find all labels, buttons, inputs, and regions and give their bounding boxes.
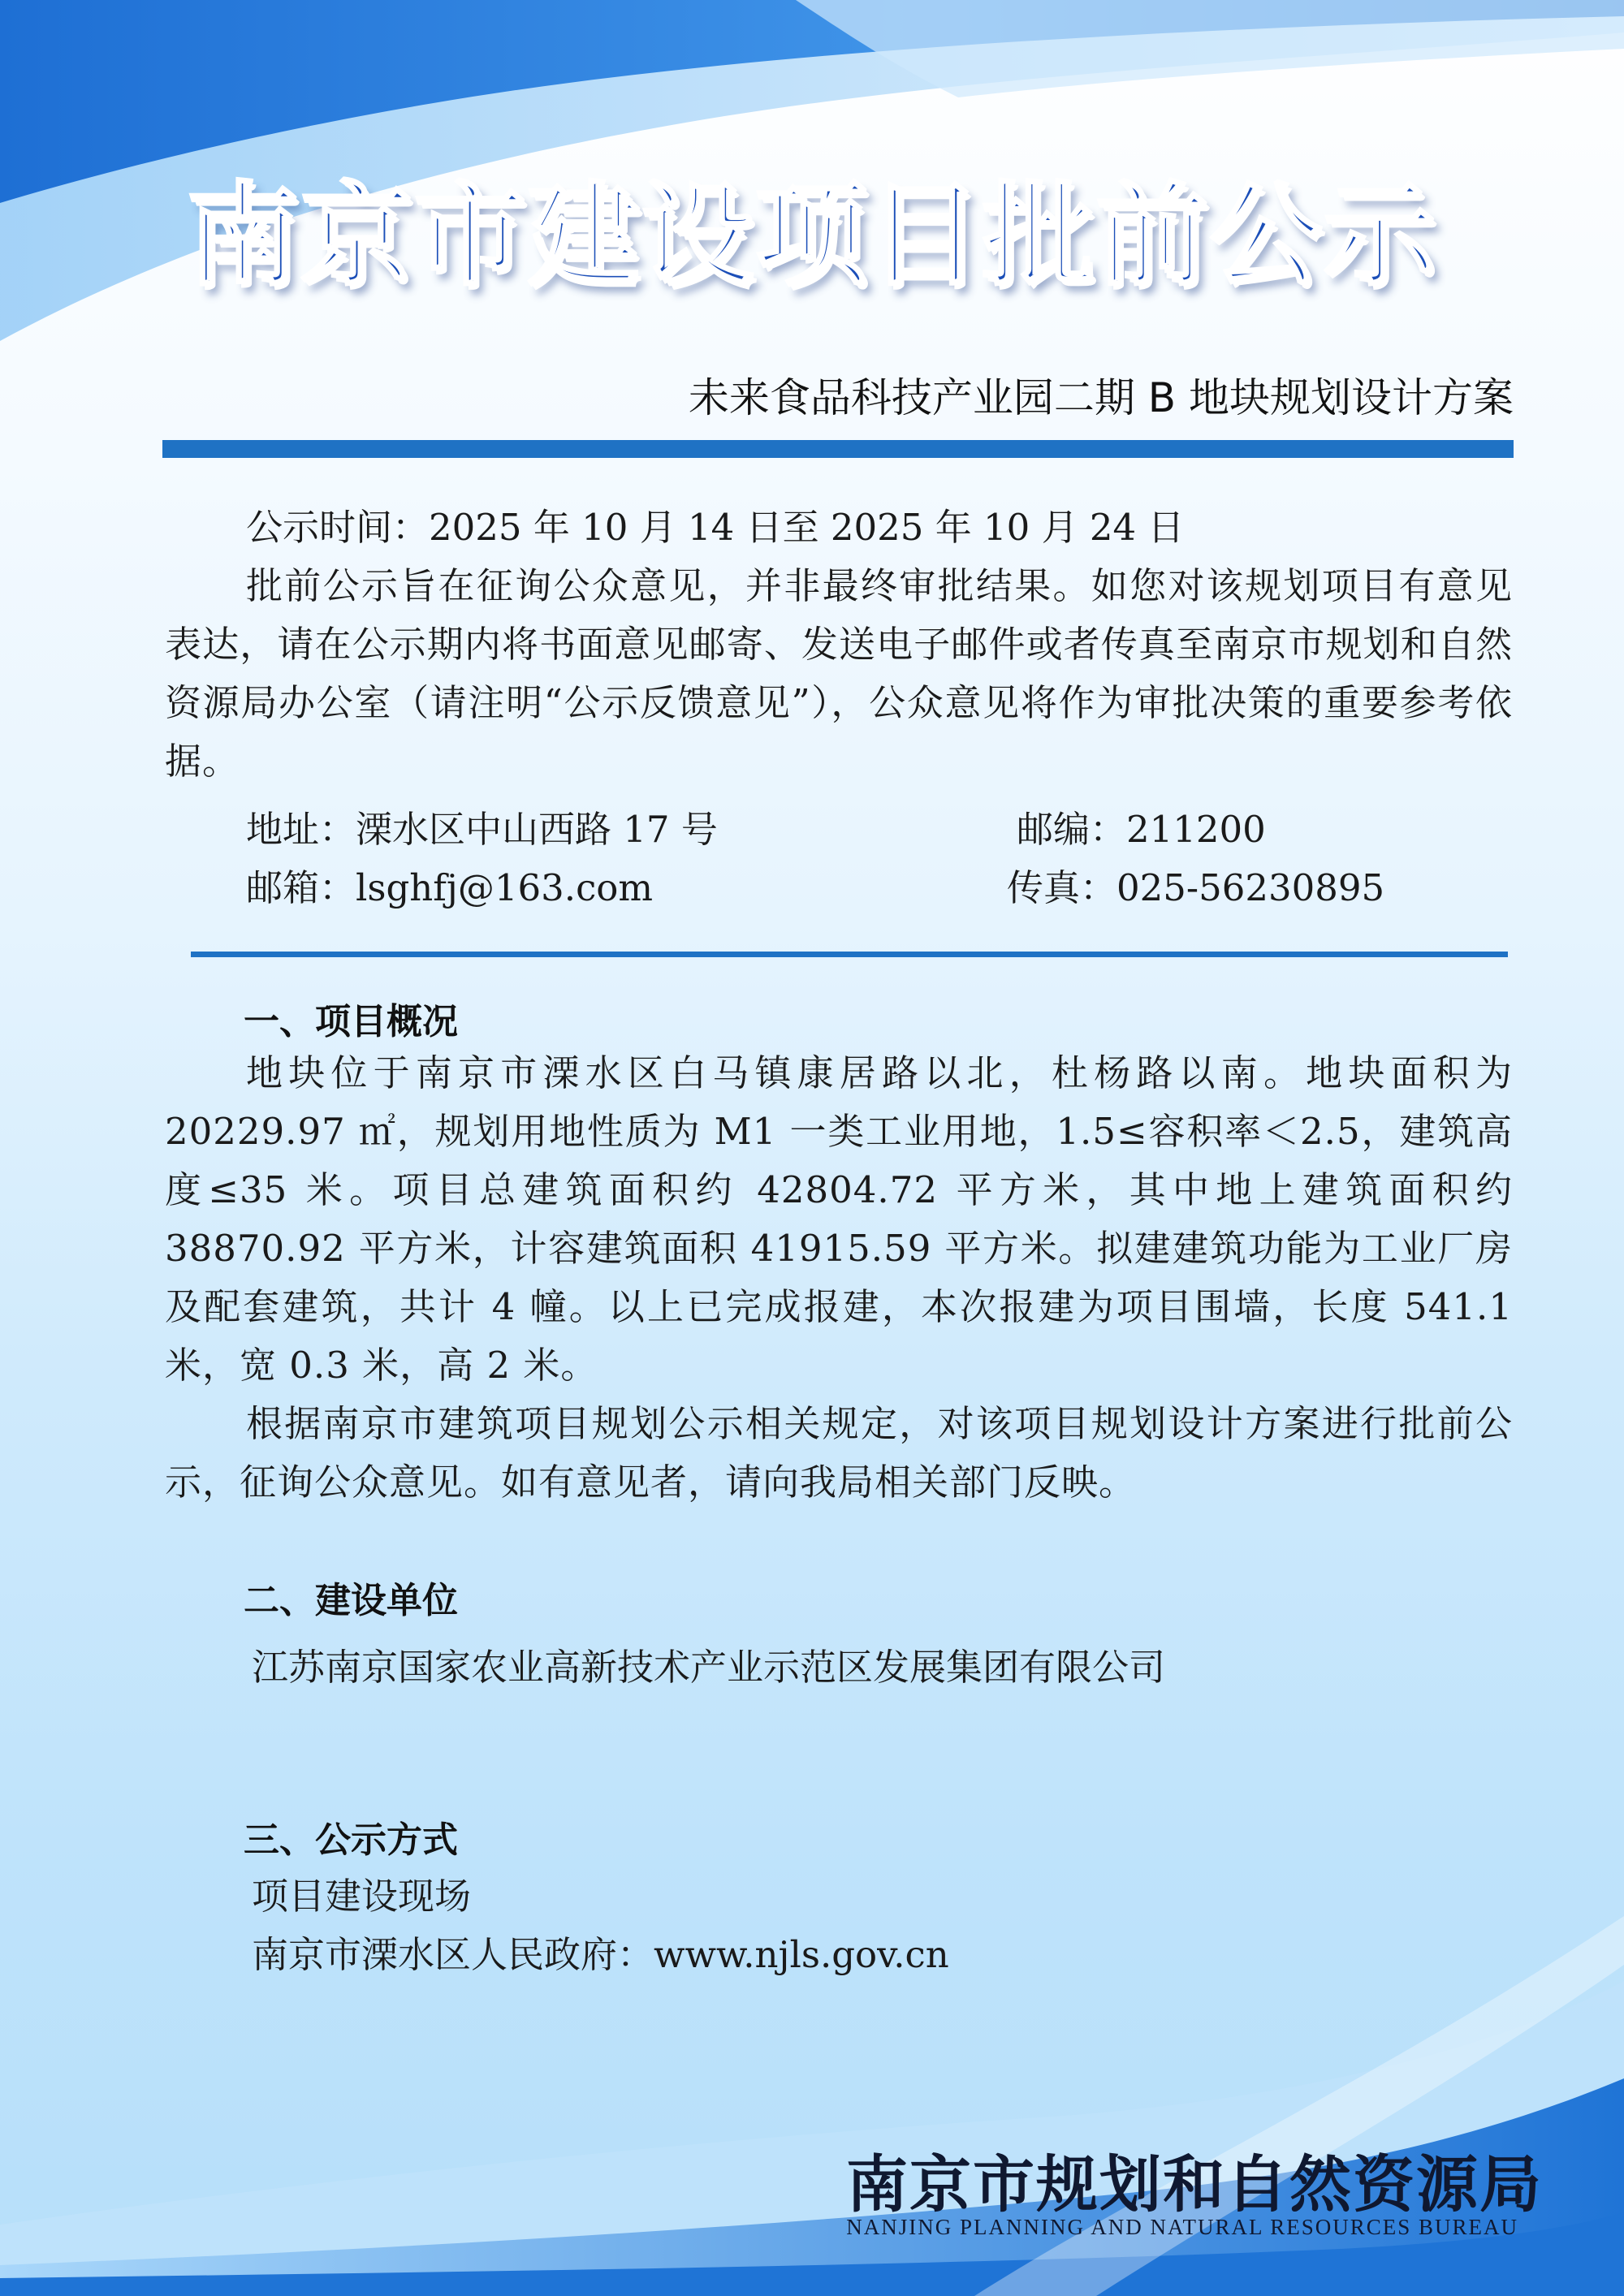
section-heading-overview: 一、项目概况 <box>244 1001 458 1042</box>
header-divider <box>162 440 1514 458</box>
section-heading-builder: 二、建设单位 <box>244 1580 458 1621</box>
method-line: 项目建设现场 <box>252 1875 472 1918</box>
notice-period: 公示时间：2025 年 10 月 14 日至 2025 年 10 月 24 日 <box>246 506 1185 549</box>
contact-fax: 传真：025-56230895 <box>1007 866 1385 909</box>
section-heading-method: 三、公示方式 <box>244 1819 458 1861</box>
footer-org-name: 南京市规划和自然资源局 <box>846 2148 1543 2220</box>
contact-address: 地址：溧水区中山西路 17 号 <box>246 808 718 851</box>
page-title: 南京市建设项目批前公示 <box>186 169 1437 301</box>
overview-paragraph: 地块位于南京市溧水区白马镇康居路以北，杜杨路以南。地块面积为20229.97 ㎡，规划用地性质为 M1 一类工业用地，1.5≤容积率＜2.5，建筑高度≤35 米。项目总建筑面积约 42804.72 平方米，其中地上建筑面积约 38870.92 平方米，计容建筑面积 41915.59 平方米。拟建建筑功能为工业厂房及配套建筑，共计 4 幢。以上已完成报建，本次报建为项目围墙，长度 541.1 米，宽 0.3 米，高 2 米。 <box>165 1051 1513 1387</box>
builder-name: 江苏南京国家农业高新技术产业示范区发展集团有限公司 <box>252 1646 1166 1689</box>
contact-postcode: 邮编：211200 <box>1017 808 1266 851</box>
footer-org-english: NANJING PLANNING AND NATURAL RESOURCES BUREAU <box>846 2215 1518 2239</box>
contact-email: 邮箱：lsghfj@163.com <box>246 866 654 909</box>
overview-paragraph: 根据南京市建筑项目规划公示相关规定，对该项目规划设计方案进行批前公示，征询公众意见。如有意见者，请向我局相关部门反映。 <box>165 1402 1513 1504</box>
project-subtitle: 未来食品科技产业园二期 B 地块规划设计方案 <box>688 374 1514 421</box>
section-divider <box>191 952 1508 957</box>
method-line: 南京市溧水区人民政府：www.njls.gov.cn <box>252 1933 949 1976</box>
notice-intro: 批前公示旨在征询公众意见，并非最终审批结果。如您对该规划项目有意见表达，请在公示期内将书面意见邮寄、发送电子邮件或者传真至南京市规划和自然资源局办公室（请注明“公示反馈意见”），公众意见将作为审批决策的重要参考依据。 <box>165 564 1513 783</box>
